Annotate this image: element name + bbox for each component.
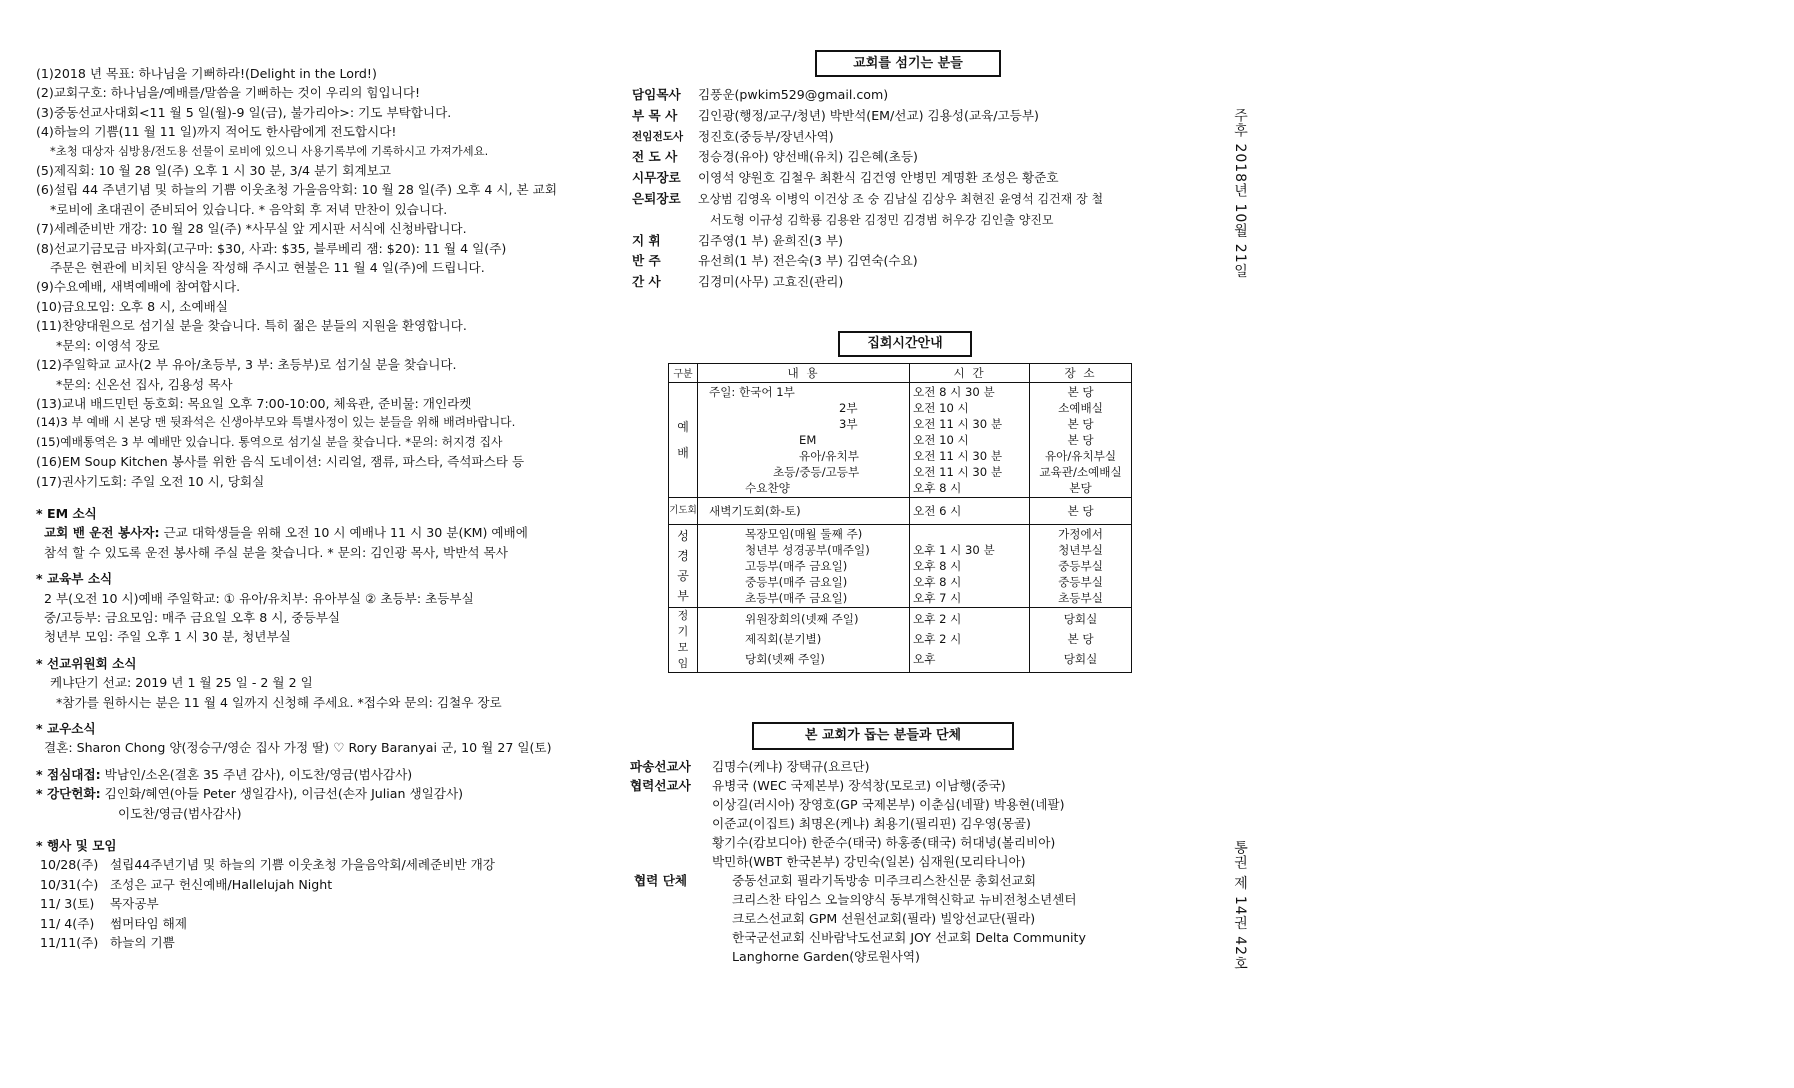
servant-names: 정승경(유아) 양선배(유치) 김은혜(초등)	[698, 149, 918, 165]
schedule-cell: 당회실	[1063, 652, 1098, 666]
meeting-times	[910, 608, 1030, 673]
notice-item: (9)수요예배, 새벽예배에 참여합시다.	[36, 279, 241, 295]
meeting-places	[1030, 608, 1132, 673]
edu-line: 중/고등부: 금요모임: 매주 금요일 오후 8 시, 중등부실	[44, 609, 341, 625]
schedule-cell: EM	[799, 433, 817, 447]
servant-names: 유선희(1 부) 전은숙(3 부) 김연숙(수요)	[698, 253, 918, 269]
partner-line: 박민하(WBT 한국본부) 강민숙(일본) 심재원(모리타니아)	[712, 854, 1026, 869]
servant-role	[632, 210, 710, 231]
servant-row	[632, 127, 1152, 148]
schedule-cell: 오후 2 시	[913, 612, 962, 626]
partner-row	[630, 757, 1190, 776]
flowers-label: * 강단헌화:	[36, 786, 101, 802]
schedule-cell: 본당	[1069, 481, 1092, 495]
schedule-category: 기도회	[669, 498, 698, 525]
schedule-cell: 소예배실	[1058, 401, 1103, 415]
schedule-cell: 가정에서	[1058, 527, 1103, 541]
servant-row	[632, 272, 1152, 293]
members-section-title: * 교우소식	[36, 721, 96, 736]
servant-role: 전 도 사	[632, 149, 678, 165]
schedule-cell: 오후 8 시	[913, 575, 962, 589]
schedule-category: 성경공부	[669, 525, 698, 608]
partner-line: 중동선교회 필라기독방송 미주크리스찬신문 총회선교회	[732, 873, 1036, 888]
partner-lines	[712, 871, 1086, 966]
event-row	[36, 875, 606, 894]
servant-role: 부 목 사	[632, 107, 678, 123]
schedule-cell: 오후	[913, 652, 936, 666]
edu-line: 청년부 모임: 주일 오후 1 시 30 분, 청년부실	[44, 629, 291, 645]
schedule-cell: 본 당	[1067, 632, 1094, 646]
event-date: 11/ 3(토)	[40, 896, 95, 912]
schedule-cell: 오후 2 시	[913, 632, 962, 646]
partners-list	[630, 757, 1190, 966]
servant-names: 오상범 김영옥 이병익 이건상 조 숭 김남실 김상우 최현진 윤영석 김건재 장 철	[698, 191, 1104, 206]
em-line	[36, 523, 606, 542]
schedule-cell: 2부	[839, 401, 858, 415]
schedule-cell: 초등부실	[1058, 591, 1103, 605]
schedule-category: 예배	[669, 383, 698, 498]
schedule-cell: 당회(넷째 주일)	[745, 652, 825, 666]
notice-item: (13)교내 배드민턴 동호회: 목요일 오후 7:00-10:00, 체육관, 준비물: 개인라켓	[36, 395, 472, 411]
partner-role: 협력 단체	[634, 873, 688, 888]
servant-names: 이영석 양원호 김철우 최환식 김건영 안병민 계명환 조성은 황준호	[698, 170, 1059, 186]
schedule-cell: 오전 10 시	[913, 401, 969, 415]
schedule-cell	[913, 526, 1026, 542]
schedule-header: 내 용	[698, 364, 910, 383]
mission-section-title: * 선교위원회 소식	[36, 655, 137, 671]
partner-line: 황기수(캄보디아) 한준수(태국) 하홍종(태국) 허대녕(볼리비아)	[712, 835, 1056, 850]
schedule-study-row	[669, 525, 1132, 608]
schedule-cell: 당회실	[1063, 612, 1098, 626]
partner-row	[630, 871, 1190, 966]
flowers-line	[36, 784, 606, 803]
schedule-cell: 3부	[839, 417, 858, 431]
schedule-cell: 본 당	[1067, 433, 1094, 447]
partner-lines	[712, 776, 1064, 871]
schedule-cell: 유아/유치부	[799, 449, 859, 463]
servant-role: 담임목사	[632, 87, 681, 102]
worship-places	[1030, 383, 1132, 498]
em-text: 근교 대학생들을 위해 오전 10 시 예배나 11 시 30 분(KM) 예배에	[159, 525, 528, 541]
schedule-cell: 목장모임(매월 둘째 주)	[745, 527, 863, 541]
notice-item: (17)권사기도회: 주일 오전 10 시, 당회실	[36, 473, 265, 489]
partner-role: 파송선교사	[630, 759, 691, 774]
servant-names: 서도형 이규성 김학룡 김용완 김정민 김경범 허우강 김인출 양진모	[710, 212, 1054, 227]
servant-names: 김인광(행정/교구/청년) 박반석(EM/선교) 김용성(교육/고등부)	[698, 107, 1039, 123]
event-row	[36, 914, 606, 933]
schedule-cell: 초등부(매주 금요일)	[745, 591, 848, 605]
event-desc: 썸머타임 해제	[110, 915, 187, 931]
notice-item: (5)제직회: 10 월 28 일(주) 오후 1 시 30 분, 3/4 분기 회계보고	[36, 163, 391, 179]
partner-lines	[712, 757, 869, 776]
event-date: 11/11(주)	[40, 935, 99, 951]
notice-item: (3)중동선교사대회<11 월 5 일(월)-9 일(금), 불가리아>: 기도 부탁합니다.	[36, 104, 452, 120]
servant-row	[632, 231, 1152, 252]
schedule-header: 구분	[669, 364, 698, 383]
notice-item: *문의: 이영석 장로	[56, 337, 160, 353]
servants-title: 교회를 섬기는 분들	[815, 50, 1001, 77]
schedule-cell: 본 당	[1067, 417, 1094, 431]
flowers-text: 김인화/혜연(아들 Peter 생일감사), 이금선(손자 Julian 생일감사)	[100, 786, 464, 802]
flowers-line-2: 이도찬/영금(범사감사)	[118, 805, 242, 821]
schedule-cell: 고등부(매주 금요일)	[745, 559, 848, 573]
side-date: 주후 2018년 10월 21일	[1232, 108, 1248, 279]
prayer-place	[1030, 498, 1132, 525]
notice-item: *문의: 신온선 집사, 김용성 목사	[56, 376, 233, 392]
partner-line: 한국군선교회 신바람낙도선교회 JOY 선교회 Delta Community	[732, 930, 1086, 945]
partner-line: 유병국 (WEC 국제본부) 장석창(모로코) 이남행(중국)	[712, 778, 1006, 793]
schedule-cell: 오전 8 시 30 분	[913, 385, 995, 399]
notice-item: (16)EM Soup Kitchen 봉사를 위한 음식 도네이션: 시리얼, 잼류, 파스타, 즉석파스타 등	[36, 454, 525, 470]
schedule-cell: 오후 8 시	[913, 481, 962, 495]
announcements-column	[36, 64, 606, 952]
worship-contents	[698, 383, 910, 498]
schedule-cell: 오전 6 시	[913, 504, 962, 518]
servant-row	[632, 85, 1152, 106]
schedule-cell: 오전 10 시	[913, 433, 969, 447]
event-row	[36, 855, 606, 874]
edu-section-title: * 교육부 소식	[36, 571, 113, 587]
notice-item: (8)선교기금모금 바자회(고구마: $30, 사과: $35, 블루베리 잼: $20): 11 월 4 일(주)	[36, 240, 507, 256]
schedule-cell: 교육관/소예배실	[1039, 465, 1122, 479]
notice-item: 주문은 현관에 비치된 양식을 작성해 주시고 현불은 11 월 4 일(주)에 드립니다.	[50, 260, 485, 276]
servant-names: 정진호(중등부/장년사역)	[698, 128, 834, 144]
schedule-cell: 주일: 한국어 1부	[709, 385, 795, 399]
event-desc: 하늘의 기쁨	[110, 935, 175, 951]
event-desc: 조성은 교구 헌신예배/Hallelujah Night	[110, 876, 333, 892]
lunch-line	[36, 765, 606, 784]
schedule-cell: 새벽기도회(화-토)	[709, 504, 801, 518]
partner-row	[630, 776, 1190, 871]
servant-row	[632, 189, 1152, 210]
servant-row	[632, 106, 1152, 127]
em-label: 교회 밴 운전 봉사자:	[44, 525, 160, 541]
servant-role: 전임전도사	[632, 130, 684, 143]
side-volume: 통권 제 14권 42호	[1232, 840, 1248, 971]
schedule-cell: 오후 1 시 30 분	[913, 543, 995, 557]
schedule-cell: 오후 7 시	[913, 591, 962, 605]
em-line: 참석 할 수 있도록 운전 봉사해 주실 분을 찾습니다. * 문의: 김인광 목사, 박반석 목사	[44, 544, 508, 560]
notice-item: (7)세례준비반 개강: 10 월 28 일(주) *사무실 앞 게시판 서식에 신청바랍니다.	[36, 221, 467, 237]
schedule-prayer-row	[669, 498, 1132, 525]
partner-line: Langhorne Garden(양로원사역)	[732, 949, 920, 964]
schedule-meeting-row	[669, 608, 1132, 673]
servant-role: 은퇴장로	[632, 190, 681, 206]
notice-item: (11)찬양대원으로 섬기실 분을 찾습니다. 특히 젊은 분들의 지원을 환영합니다.	[36, 318, 467, 334]
schedule-cell: 수요찬양	[745, 481, 790, 495]
schedule-cell: 본 당	[1067, 504, 1094, 518]
members-line: 결혼: Sharon Chong 양(정승구/영순 집사 가정 딸) ♡ Rory Baranyai 군, 10 월 27 일(토)	[44, 740, 552, 756]
schedule-cell: 초등/중등/고등부	[773, 465, 860, 479]
event-desc: 목자공부	[110, 896, 159, 912]
schedule-cell: 위원장회의(넷째 주일)	[745, 612, 859, 626]
partner-role: 협력선교사	[630, 778, 691, 793]
notice-item: (4)하늘의 기쁨(11 월 11 일)까지 적어도 한사람에게 전도합시다!	[36, 124, 397, 140]
mission-line: *참가를 원하시는 분은 11 월 4 일까지 신청해 주세요. *접수와 문의: 김철우 장로	[56, 694, 502, 710]
event-desc: 설립44주년기념 및 하늘의 기쁨 이웃초청 가을음악회/세례준비반 개강	[110, 857, 495, 873]
partner-line: 크로스선교회 GPM 선원선교회(필라) 빌앙선교단(필라)	[732, 911, 1036, 926]
schedule-cell: 청년부실	[1058, 543, 1103, 557]
partner-line: 크리스찬 타임스 오늘의양식 동부개혁신학교 뉴비전청소년센터	[732, 892, 1077, 907]
notice-item: (15)예배통역은 3 부 예배만 있습니다. 통역으로 섬기실 분을 찾습니다. *문의: 허지경 집사	[36, 434, 503, 449]
schedule-cell: 중등부실	[1058, 559, 1103, 573]
meeting-contents	[698, 608, 910, 673]
servant-names: 김경미(사무) 고효진(관리)	[698, 274, 844, 290]
event-date: 11/ 4(주)	[40, 915, 95, 931]
notice-item: *초청 대상자 심방용/전도용 선물이 로비에 있으니 사용기록부에 기록하시고 가져가세요.	[50, 143, 489, 158]
schedule-cell: 오전 11 시 30 분	[913, 449, 1003, 463]
partner-line: 이상길(러시아) 장영호(GP 국제본부) 이춘심(네팔) 박용현(네팔)	[712, 797, 1065, 812]
event-date: 10/28(주)	[40, 857, 99, 873]
notice-item: (10)금요모임: 오후 8 시, 소예배실	[36, 298, 228, 314]
study-contents	[698, 525, 910, 608]
servant-role: 시무장로	[632, 170, 681, 186]
schedule-header-row	[669, 364, 1132, 383]
prayer-time	[910, 498, 1030, 525]
em-section-title: * EM 소식	[36, 505, 97, 521]
schedule-cell: 오전 11 시 30 분	[913, 465, 1003, 479]
notice-item: *로비에 초대권이 준비되어 있습니다. * 음악회 후 저녁 만찬이 있습니다.	[50, 201, 448, 217]
partner-line: 이준교(이집트) 최명온(케냐) 최용기(필리핀) 김우영(몽골)	[712, 816, 1031, 831]
event-row	[36, 894, 606, 913]
worship-times	[910, 383, 1030, 498]
notice-item: (1)2018 년 목표: 하나님을 기뻐하라!(Delight in the Lord!)	[36, 66, 377, 81]
schedule-cell: 중등부(매주 금요일)	[745, 575, 848, 589]
schedule-cell: 오후 8 시	[913, 559, 962, 573]
study-places	[1030, 525, 1132, 608]
mission-line: 케냐단기 선교: 2019 년 1 월 25 일 - 2 월 2 일	[50, 675, 313, 691]
lunch-text: 박남인/소온(결혼 35 주년 감사), 이도찬/영금(범사감사)	[100, 766, 413, 782]
servant-row	[632, 147, 1152, 168]
schedule-header: 장 소	[1030, 364, 1132, 383]
servants-list	[632, 85, 1152, 293]
servant-names: 김주영(1 부) 윤희진(3 부)	[698, 232, 844, 248]
schedule-category: 정기모임	[669, 608, 698, 673]
notice-item: (2)교회구호: 하나님을/예배를/말씀을 기뻐하는 것이 우리의 힘입니다!	[36, 85, 421, 101]
schedule-table	[668, 363, 1132, 673]
notice-item: (14)3 부 예배 시 본당 맨 뒷좌석은 신생아부모와 특별사정이 있는 분들을 위해 배려바랍니다.	[36, 415, 516, 430]
lunch-label: * 점심대접:	[36, 766, 101, 782]
event-date: 10/31(수)	[40, 876, 99, 892]
partners-title: 본 교회가 돕는 분들과 단체	[752, 722, 1014, 750]
schedule-cell: 중등부실	[1058, 575, 1103, 589]
prayer-content	[698, 498, 910, 525]
servant-names: 김풍운(pwkim529@gmail.com)	[698, 87, 889, 102]
notice-item: (12)주일학교 교사(2 부 유아/초등부, 3 부: 초등부)로 섬기실 분을 찾습니다.	[36, 357, 457, 373]
schedule-title: 집회시간안내	[838, 331, 972, 357]
schedule-header: 시 간	[910, 364, 1030, 383]
schedule-cell: 제직회(분기별)	[745, 632, 822, 646]
servant-role: 반 주	[632, 253, 661, 269]
servant-row	[632, 251, 1152, 272]
schedule-worship-row	[669, 383, 1132, 498]
servant-role: 간 사	[632, 274, 661, 290]
edu-line: 2 부(오전 10 시)예배 주일학교: ① 유아/유치부: 유아부실 ② 초등부: 초등부실	[44, 590, 474, 606]
notice-item: (6)설립 44 주년기념 및 하늘의 기쁨 이웃초청 가을음악회: 10 월 28 일(주) 오후 4 시, 본 교회	[36, 182, 558, 198]
schedule-cell: 본 당	[1067, 385, 1094, 399]
schedule-cell: 청년부 성경공부(매주일)	[745, 543, 870, 557]
servant-row	[632, 210, 1152, 231]
study-times	[910, 525, 1030, 608]
events-section-title: * 행사 및 모임	[36, 838, 117, 854]
schedule-cell: 유아/유치부실	[1044, 449, 1117, 463]
servant-role: 지 휘	[632, 232, 661, 248]
servant-row	[632, 168, 1152, 189]
schedule-cell: 오전 11 시 30 분	[913, 417, 1003, 431]
event-row	[36, 933, 606, 952]
partner-line: 김명수(케냐) 장택규(요르단)	[712, 759, 870, 774]
